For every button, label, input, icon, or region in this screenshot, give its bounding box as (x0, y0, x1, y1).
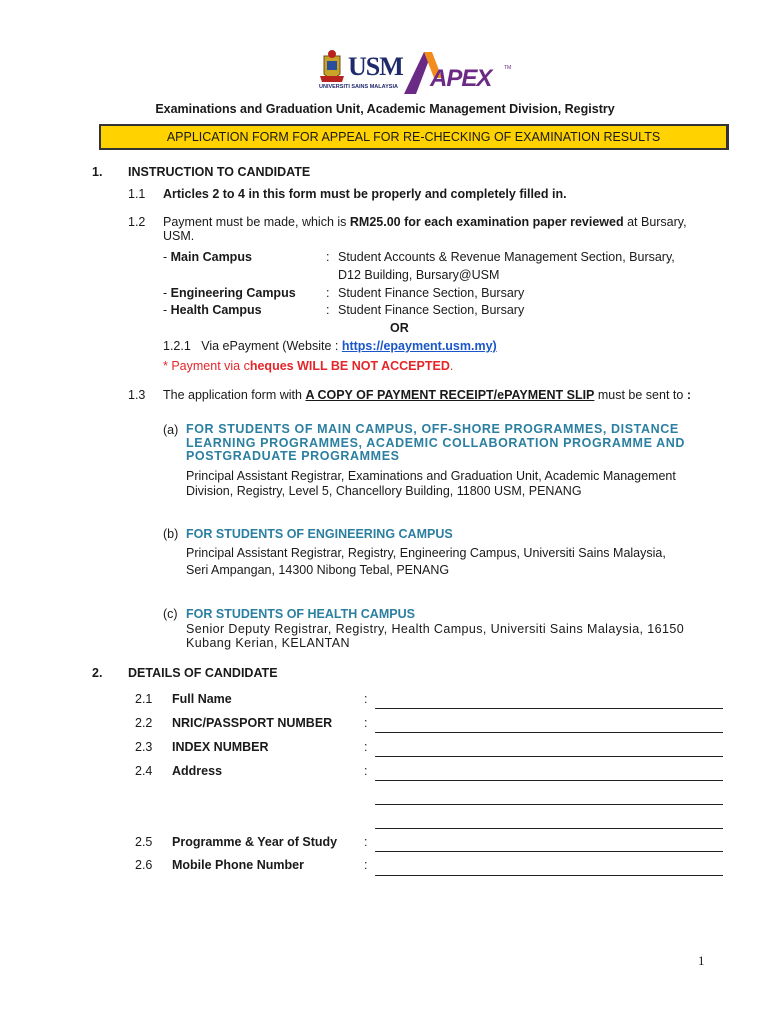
campus-health-office: Student Finance Section, Bursary (338, 303, 525, 317)
field-address-colon: : (364, 764, 368, 778)
field-mobile-colon: : (364, 858, 368, 872)
campus-health-colon: : (326, 303, 330, 317)
campus-engineering-office: Student Finance Section, Bursary (338, 286, 525, 300)
item-1-2-text: Payment must be made, which is RM25.00 for each examination paper reviewed at Bursary, (163, 215, 687, 229)
page-number: 1 (698, 953, 705, 968)
option-b-address: Principal Assistant Registrar, Registry, Engineering Campus, Universiti Sains Malaysia, Seri Ampangan, 14300 Nibong Tebal, PENANG (186, 546, 666, 577)
section-1-title: INSTRUCTION TO CANDIDATE (128, 165, 311, 179)
field-address-number: 2.4 (135, 764, 153, 778)
apex-trademark: TM (504, 65, 512, 71)
section-2-title: DETAILS OF CANDIDATE (128, 666, 278, 680)
logo-area (318, 48, 518, 98)
field-full-name-number: 2.1 (135, 692, 153, 706)
form-title-banner: APPLICATION FORM FOR APPEAL FOR RE-CHECKING OF EXAMINATION RESULTS (99, 124, 729, 150)
item-1-3-text: The application form with A COPY OF PAYMENT RECEIPT/ePAYMENT SLIP must be sent to : (163, 388, 691, 402)
campus-main-office: Student Accounts & Revenue Management Section, Bursary, (338, 250, 675, 264)
option-c-address: Senior Deputy Registrar, Registry, Health Campus, Universiti Sains Malaysia, 16150 Kubang Kerian, KELANTAN (186, 622, 685, 650)
field-nric-number: 2.2 (135, 716, 153, 730)
campus-main-colon: : (326, 250, 330, 264)
option-c-label: (c) (163, 607, 178, 621)
field-index-number: 2.3 (135, 740, 153, 754)
usm-logo-subtitle: UNIVERSITI SAINS MALAYSIA (319, 84, 398, 90)
item-1-3-number: 1.3 (128, 388, 146, 402)
item-1-2-number: 1.2 (128, 215, 146, 229)
option-c-title: FOR STUDENTS OF HEALTH CAMPUS (186, 607, 415, 621)
field-programme-label: Programme & Year of Study (172, 835, 338, 849)
option-b-label: (b) (163, 527, 179, 541)
section-1-number: 1. (92, 165, 103, 179)
epayment-link[interactable]: https://epayment.usm.my) (341, 339, 497, 353)
option-a-title: FOR STUDENTS OF MAIN CAMPUS, OFF-SHORE PROGRAMMES, DISTANCE LEARNING PROGRAMMES, ACADEMIC COLLABORATION PROGRAMME AND POSTGRADUATE PROGRAMMES (186, 422, 686, 463)
address-input-line-3[interactable] (375, 828, 723, 829)
field-nric-colon: : (364, 716, 368, 730)
field-address-label: Address (172, 764, 223, 778)
campus-engineering-label: - Engineering Campus (163, 286, 296, 300)
section-2-number: 2. (92, 666, 103, 680)
epayment-line: 1.2.1 Via ePayment (Website : https://epayment.usm.my) (163, 339, 497, 353)
document-header: Examinations and Graduation Unit, Academic Management Division, Registry (155, 102, 615, 116)
full-name-input-line[interactable] (375, 708, 723, 709)
field-full-name-label: Full Name (172, 692, 232, 706)
or-separator: OR (390, 321, 409, 335)
apex-logo-text: APEX (430, 65, 492, 92)
address-input-line-2[interactable] (375, 804, 723, 805)
field-index-colon: : (364, 740, 368, 754)
field-mobile-label: Mobile Phone Number (172, 858, 304, 872)
programme-input-line[interactable] (375, 851, 723, 852)
option-a-label: (a) (163, 423, 179, 437)
field-full-name-colon: : (364, 692, 368, 706)
campus-main-label: - Main Campus (163, 250, 252, 264)
index-number-input-line[interactable] (375, 756, 723, 757)
campus-main-office-cont: D12 Building, Bursary@USM (338, 268, 500, 282)
field-programme-number: 2.5 (135, 835, 153, 849)
option-a-address: Principal Assistant Registrar, Examinations and Graduation Unit, Academic Management Division, Registry, Level 5, Chancellory Building, 11800 USM, PENANG (186, 469, 676, 498)
item-1-2-text-cont: USM. (163, 229, 195, 243)
field-mobile-number: 2.6 (135, 858, 153, 872)
item-1-1-text: Articles 2 to 4 in this form must be properly and completely filled in. (163, 187, 567, 201)
usm-logo-text: USM (348, 52, 403, 81)
mobile-input-line[interactable] (375, 875, 723, 876)
nric-input-line[interactable] (375, 732, 723, 733)
field-nric-label: NRIC/PASSPORT NUMBER (172, 716, 333, 730)
item-1-1-number: 1.1 (128, 187, 146, 201)
campus-engineering-colon: : (326, 286, 330, 300)
campus-health-label: - Health Campus (163, 303, 262, 317)
field-programme-colon: : (364, 835, 368, 849)
address-input-line-1[interactable] (375, 780, 723, 781)
field-index-label: INDEX NUMBER (172, 740, 269, 754)
option-b-title: FOR STUDENTS OF ENGINEERING CAMPUS (186, 527, 453, 541)
cheque-warning: * Payment via cheques WILL BE NOT ACCEPTED. (163, 359, 454, 373)
